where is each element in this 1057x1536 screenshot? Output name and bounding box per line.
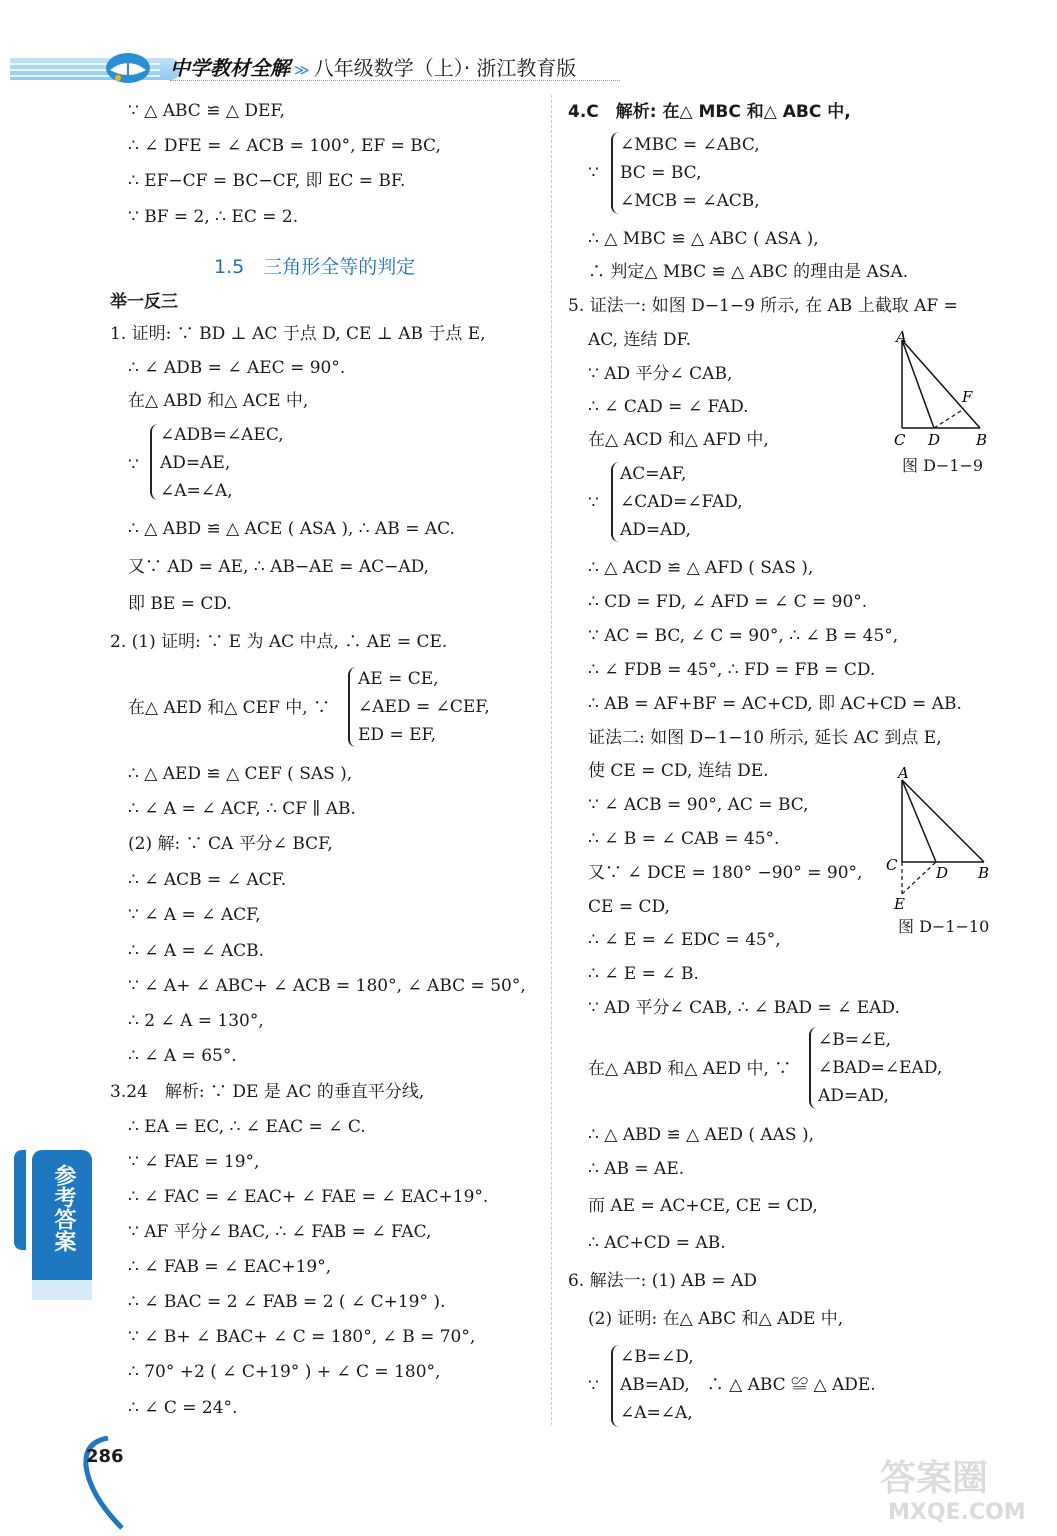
tab-stub [14, 1150, 26, 1250]
text-line: ∴ △ ABD ≌ △ AED ( AAS ), [588, 1125, 815, 1145]
text-line: ∴ △ ABD ≌ △ ACE ( ASA ), ∴ AB = AC. [128, 519, 455, 539]
text-line: ∠CAD=∠FAD, [620, 492, 743, 512]
text-line: ∴ ∠ C = 24°. [128, 1398, 238, 1418]
vertex-label: B [978, 864, 990, 882]
page-number: 286 [86, 1446, 124, 1467]
text-line: ∴ ∠ DFE = ∠ ACB = 100°, EF = BC, [128, 136, 441, 156]
vertex-label: F [962, 388, 973, 406]
text-line: ∴ △ ACD ≌ △ AFD ( SAS ), [588, 558, 814, 578]
text-line: ∴ ∠ ACB = ∠ ACF. [128, 870, 287, 890]
tab-label: 参考答案 [51, 1164, 76, 1252]
text-line: ∵ AD 平分∠ CAB, [588, 364, 733, 384]
answer-section-tab [14, 1150, 92, 1300]
tab-body [32, 1150, 92, 1280]
figure-d-1-9 [880, 328, 1000, 453]
vertex-label: C [894, 431, 906, 449]
text-line: ∴ ∠ BAC = 2 ∠ FAB = 2 ( ∠ C+19° ). [128, 1292, 446, 1312]
tab-foot [32, 1280, 92, 1300]
brace [611, 462, 619, 542]
text-line: 5. 证法一: 如图 D−1−9 所示, 在 AB 上截取 AF = [568, 296, 958, 316]
brace [150, 424, 158, 500]
text-line: ∠AED = ∠CEF, [358, 697, 490, 717]
text-line: ∠B=∠D, [620, 1347, 694, 1367]
text-line: ∠A=∠A, [620, 1403, 693, 1423]
text-line: 2. (1) 证明: ∵ E 为 AC 中点, ∴ AE = CE. [110, 632, 448, 652]
brace [611, 1345, 619, 1427]
text-line: ∠MBC = ∠ABC, [620, 135, 760, 155]
text-line: 又∵ ∠ DCE = 180° −90° = 90°, [588, 863, 863, 883]
text-line: ∴ ∠ E = ∠ B. [588, 964, 699, 984]
text-line: ∴ ∠ A = ∠ ACF, ∴ CF ∥ AB. [128, 799, 356, 819]
text-line: ∴ EF−CF = BC−CF, 即 EC = BF. [128, 171, 406, 191]
text-line: ∴ EA = EC, ∴ ∠ EAC = ∠ C. [128, 1117, 366, 1137]
text-line: ∴ ∠ FAB = ∠ EAC+19°, [128, 1257, 332, 1277]
text-line: 又∵ AD = AE, ∴ AB−AE = AC−AD, [128, 557, 430, 577]
vertex-label: D [928, 431, 941, 449]
text-line: AC, 连结 DF. [588, 330, 692, 350]
text-line: ∴ ∠ E = ∠ EDC = 45°, [588, 930, 781, 950]
text-line: BC = BC, [620, 163, 702, 183]
text-line: ∵ AC = BC, ∠ C = 90°, ∴ ∠ B = 45°, [588, 626, 899, 646]
watermark-text: 答案圈 [880, 1458, 989, 1499]
text-line: ∵ ∠ FAE = 19°, [128, 1152, 260, 1172]
subsection-heading: 举一反三 [110, 292, 178, 312]
because-symbol: ∵ [128, 455, 139, 475]
text-line: ∵ BF = 2, ∴ EC = 2. [128, 207, 299, 227]
vertex-label: A [896, 328, 907, 346]
vertex-label: D [936, 864, 949, 882]
text-line: 3.24 解析: ∵ DE 是 AC 的垂直平分线, [110, 1082, 425, 1102]
watermark-url: MXQE.COM [888, 1500, 1026, 1525]
text-line: ∠ADB=∠AEC, [160, 425, 284, 445]
text-line: 即 BE = CD. [128, 594, 232, 614]
text-line: ∵ ∠ B+ ∠ BAC+ ∠ C = 180°, ∠ B = 70°, [128, 1327, 476, 1347]
text-line: CE = CD, [588, 897, 670, 917]
header-rule [170, 80, 620, 81]
text-line: ∴ △ AED ≌ △ CEF ( SAS ), [128, 764, 353, 784]
text-line: ∵ AF 平分∠ BAC, ∴ ∠ FAB = ∠ FAC, [128, 1222, 432, 1242]
text-line: AB=AD, ∴ △ ABC ≌ △ ADE. [620, 1375, 876, 1395]
text-line: ∴ AC+CD = AB. [588, 1233, 726, 1253]
text-line: ∵ △ ABC ≌ △ DEF, [128, 101, 285, 121]
text-line: AE = CE, [358, 669, 439, 689]
figure-caption: 图 D−1−10 [898, 917, 990, 936]
text-line: AD=AD, [818, 1086, 889, 1106]
text-line: ∠A=∠A, [160, 481, 233, 501]
vertex-label: A [898, 764, 909, 782]
series-name: 中学教材全解 [170, 56, 290, 80]
header-title: 中学教材全解 ≫ 八年级数学（上）· 浙江教育版 [170, 56, 577, 80]
text-line: AD=AE, [160, 453, 231, 473]
text-line: ∴ △ MBC ≌ △ ABC ( ASA ), [588, 229, 819, 249]
text-line: ∴ 70° +2 ( ∠ C+19° ) + ∠ C = 180°, [128, 1362, 441, 1382]
vertex-label: B [976, 431, 988, 449]
brace [809, 1027, 817, 1109]
book-name: 八年级数学（上）· 浙江教育版 [313, 56, 577, 80]
text-line: ∴ 判定△ MBC ≌ △ ABC 的理由是 ASA. [588, 262, 909, 282]
text-line: ∴ ∠ B = ∠ CAB = 45°. [588, 829, 780, 849]
vertex-label: C [886, 856, 898, 874]
text-line: 1. 证明: ∵ BD ⊥ AC 于点 D, CE ⊥ AB 于点 E, [110, 324, 486, 344]
because-symbol: ∵ [588, 1376, 599, 1396]
book-logo-icon [98, 46, 158, 86]
column-divider [551, 95, 552, 1425]
watermark [860, 1450, 1050, 1530]
text-line: AD=AD, [620, 520, 691, 540]
text-line: 6. 解法一: (1) AB = AD [568, 1271, 757, 1291]
text-line: ∵ ∠ A+ ∠ ABC+ ∠ ACB = 180°, ∠ ABC = 50°, [128, 976, 526, 996]
text-line: 而 AE = AC+CE, CE = CD, [588, 1196, 818, 1216]
text-line: ∠BAD=∠EAD, [818, 1058, 943, 1078]
text-line: ∴ AB = AF+BF = AC+CD, 即 AC+CD = AB. [588, 694, 962, 714]
figure-d-1-10 [880, 762, 1000, 912]
text-line: AC=AF, [620, 464, 687, 484]
text-line: ∠B=∠E, [818, 1030, 892, 1050]
text-line: 在△ AED 和△ CEF 中, ∵ [128, 698, 331, 718]
text-line: ∴ ∠ A = ∠ ACB. [128, 941, 265, 961]
text-line: ∵ ∠ ACB = 90°, AC = BC, [588, 795, 809, 815]
text-line: (2) 证明: 在△ ABC 和△ ADE 中, [588, 1309, 844, 1329]
text-line: ∴ ∠ ADB = ∠ AEC = 90°. [128, 358, 346, 378]
brace [348, 667, 356, 747]
text-line: ∴ 2 ∠ A = 130°, [128, 1011, 264, 1031]
text-line: 使 CE = CD, 连结 DE. [588, 761, 769, 781]
vertex-label: E [894, 895, 905, 912]
text-line: 在△ ABD 和△ ACE 中, [128, 391, 309, 411]
because-symbol: ∵ [588, 163, 599, 183]
text-line: ∴ ∠ A = 65°. [128, 1046, 237, 1066]
section-title: 1.5 三角形全等的判定 [214, 256, 416, 278]
text-line: ∴ ∠ CAD = ∠ FAD. [588, 397, 749, 417]
text-line: ∴ ∠ FAC = ∠ EAC+ ∠ FAE = ∠ EAC+19°. [128, 1187, 489, 1207]
text-line: (2) 解: ∵ CA 平分∠ BCF, [128, 834, 333, 854]
text-line: 在△ ABD 和△ AED 中, ∵ [588, 1059, 792, 1079]
brace [611, 132, 619, 214]
text-line: ∴ AB = AE. [588, 1159, 685, 1179]
text-line: ∴ ∠ FDB = 45°, ∴ FD = FB = CD. [588, 660, 876, 680]
figure-caption: 图 D−1−9 [902, 456, 984, 475]
text-line: ∠MCB = ∠ACB, [620, 191, 760, 211]
text-line: 在△ ACD 和△ AFD 中, [588, 430, 769, 450]
text-line: ∴ CD = FD, ∠ AFD = ∠ C = 90°. [588, 592, 868, 612]
text-line: ED = EF, [358, 725, 437, 745]
because-symbol: ∵ [588, 493, 599, 513]
text-line: ∵ ∠ A = ∠ ACF, [128, 905, 261, 925]
text-line: 4.C 解析: 在△ MBC 和△ ABC 中, [568, 102, 851, 122]
text-line: 证法二: 如图 D−1−10 所示, 延长 AC 到点 E, [588, 728, 942, 748]
text-line: ∵ AD 平分∠ CAB, ∴ ∠ BAD = ∠ EAD. [588, 998, 900, 1018]
